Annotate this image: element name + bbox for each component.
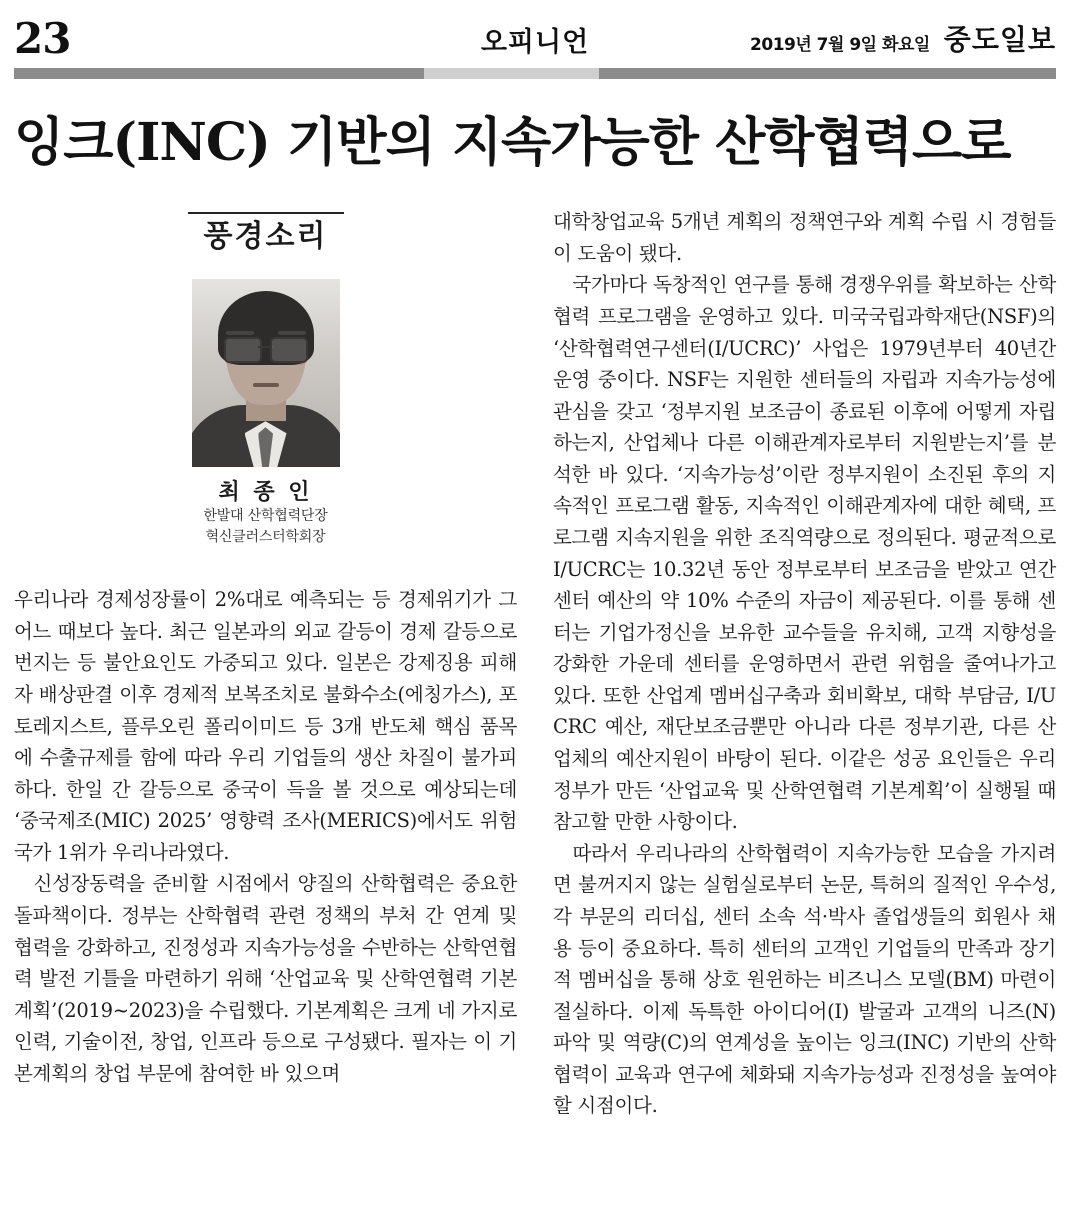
portrait-mouth (253, 383, 279, 387)
masthead-right (750, 18, 1056, 62)
author-role-line-1: 한발대 산학협력단장 (203, 508, 328, 525)
rule-segment-left (14, 68, 424, 79)
rule-segment-right (599, 68, 1056, 79)
left-column (14, 206, 517, 1089)
right-column (553, 206, 1056, 1122)
section-title: 오피니언 (480, 27, 590, 58)
portrait-brow-left (226, 331, 254, 335)
page-number: 23 (14, 14, 71, 63)
rule-segment-middle (424, 68, 599, 79)
paragraph: 우리나라 경제성장률이 2%대로 예측되는 등 경제위기가 그 어느 때보다 높다. 최근 일본과의 외교 갈등이 경제 갈등으로 번지는 등 불안요인도 가중되고 있다. 일본은 강제징용 피해자 배상판결 이후 경제적 보복조치로 불화수소(에칭가스), 포토레지스트, 플루오린 폴리이미드 등 3개 반도체 핵심 품목에 수출규제를 함에 따라 우리 기업들의 생산 차질이 불가피하다. 한일 간 갈등으로 중국이 득을 볼 것으로 예상되는데 ‘중국제조(MIC) 2025’ 영향력 조사(MERICS)에서도 위험국가 1위가 우리나라였다. (14, 588, 517, 864)
column-brand: 풍경소리 (203, 219, 328, 255)
right-column-body (553, 206, 1056, 1122)
paper-name: 중도일보 (943, 23, 1056, 56)
paragraph: 대학창업교육 5개년 계획의 정책연구와 계획 수립 시 경험들이 도움이 됐다. (553, 210, 1056, 265)
masthead-rule (14, 68, 1056, 79)
article-columns (14, 206, 1056, 1122)
left-column-body (14, 584, 517, 1089)
author-name: 최 종 인 (218, 480, 313, 506)
author-block (14, 206, 517, 548)
masthead-row (14, 0, 1056, 62)
glasses-lens-right (270, 337, 308, 363)
paragraph: 신성장동력을 준비할 시점에서 양질의 산학협력은 중요한 돌파책이다. 정부는 산학협력 관련 정책의 부처 간 연계 및 협력을 강화하고, 진정성과 지속가능성을 수반하는 산학연협력 발전 기틀을 마련하기 위해 ‘산업교육 및 산학연협력 기본계획’(2019~2023)을 수립했다. 기본계획은 크게 네 가지로 인력, 기술이전, 창업, 인프라 등으로 구성됐다. 필자는 이 기본계획의 창업 부문에 참여한 바 있으며 (14, 872, 517, 1085)
author-portrait (192, 279, 340, 467)
paragraph: 국가마다 독창적인 연구를 통해 경쟁우위를 확보하는 산학협력 프로그램을 운영하고 있다. 미국국립과학재단(NSF)의 ‘산학협력연구센터(I/UCRC)’ 사업은 1979년부터 40년간 운영 중이다. NSF는 지원한 센터들의 자립과 지속가능성에 관심을 갖고 ‘정부지원 보조금이 종료된 이후에 어떻게 자립하는지, 산업체나 다른 이해관계자로부터 지원받는지’를 분석한 바 있다. ‘지속가능성’이란 정부지원이 소진된 후의 지속적인 프로그램 활동, 지속적인 이해관계자에 대한 혜택, 프로그램 지속지원을 위한 조직역량으로 정의된다. 평균적으로 I/UCRC는 10.32년 동안 정부로부터 보조금을 받았고 연간 센터 예산의 약 10% 수준의 자금이 제공된다. 이를 통해 센터는 기업가정신을 보유한 교수들을 유치해, 고객 지향성을 강화한 가운데 센터를 운영하면서 관련 위험을 줄여나가고 있다. 또한 산업계 멤버십구축과 회비확보, 대학 부담금, I/UCRC 예산, 재단보조금뿐만 아니라 다른 정부기관, 다른 산업체의 예산지원이 바탕이 된다. 이같은 성공 요인들은 우리 정부가 만든 ‘산업교육 및 산학연협력 기본계획’이 실행될 때 참고할 만한 사항이다. (553, 273, 1056, 834)
article-headline: 잉크(INC) 기반의 지속가능한 산학협력으로 (14, 112, 1011, 173)
column-brand-rule (188, 212, 344, 214)
issue-date: 2019년 7월 9일 화요일 (750, 35, 930, 55)
portrait-brow-right (278, 331, 306, 335)
glasses-lens-left (224, 337, 262, 363)
author-role-line-2: 혁신클러스터학회장 (205, 529, 326, 546)
paragraph: 따라서 우리나라의 산학협력이 지속가능한 모습을 가지려면 불꺼지지 않는 실험실로부터 논문, 특허의 질적인 우수성, 각 부문의 리더십, 센터 소속 석·박사 졸업생들의 회원사 채용 등이 중요하다. 특히 센터의 고객인 기업들의 만족과 장기적 멤버십을 통해 상호 원윈하는 비즈니스 모델(BM) 마련이 절실하다. 이제 독특한 아이디어(I) 발굴과 고객의 니즈(N) 파악 및 역량(C)의 연계성을 높이는 잉크(INC) 기반의 산학협력이 교육과 연구에 체화돼 지속가능성과 진정성을 높여야 할 시점이다. (553, 841, 1056, 1118)
glasses-icon (222, 337, 310, 359)
masthead (0, 0, 1070, 78)
column-brand-wrap (184, 212, 348, 253)
